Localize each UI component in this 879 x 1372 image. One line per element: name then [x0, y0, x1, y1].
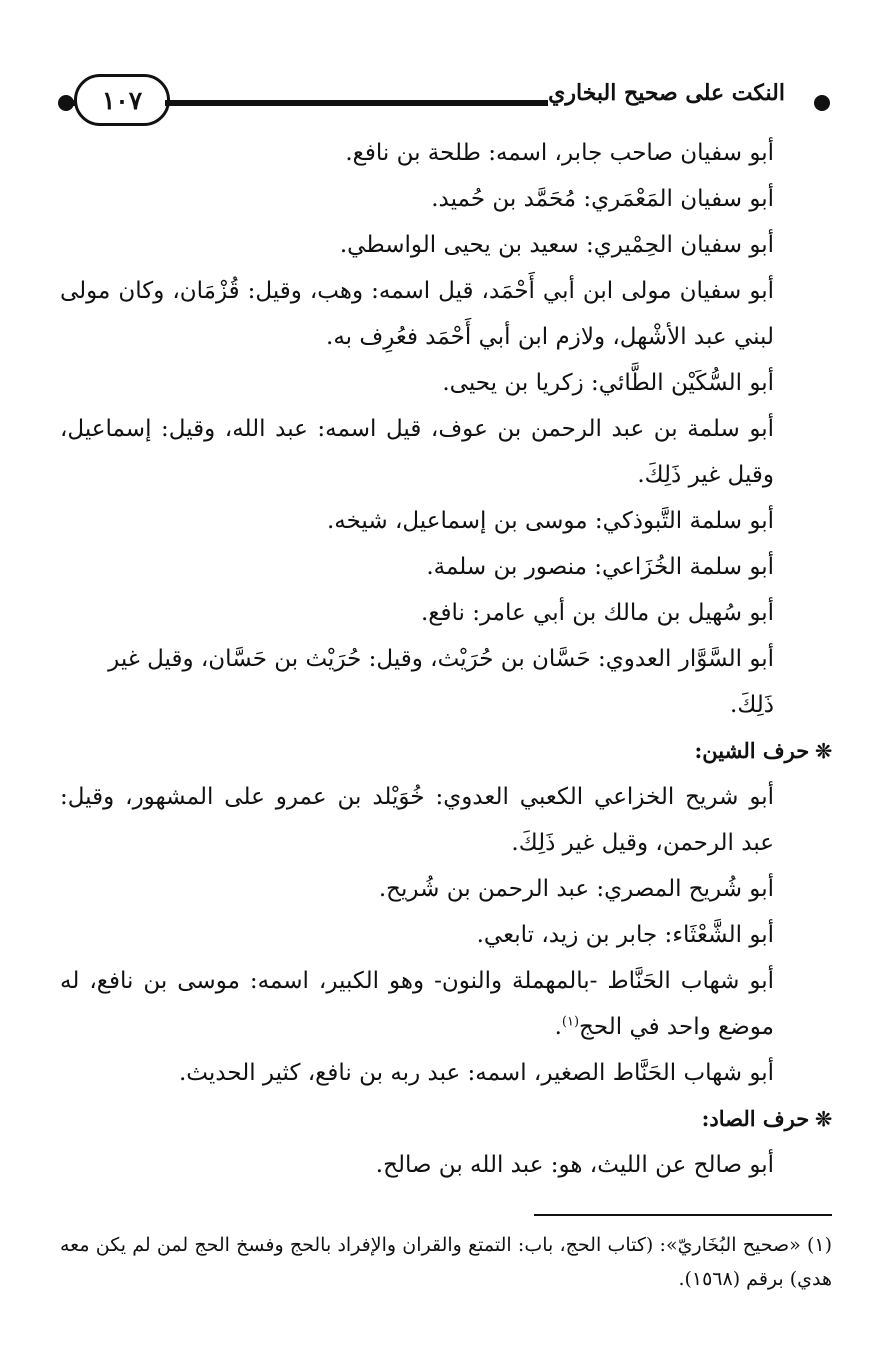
entry: أبو سلمة التَّبوذكي: موسى بن إسماعيل، شيخه.: [326, 508, 774, 534]
section-title: حرف الصاد:: [701, 1106, 810, 1131]
entry: أبو السُّكَيْن الطَّائي: زكريا بن يحيى.: [442, 370, 774, 396]
entry: أبو الشَّعْثَاء: جابر بن زيد، تابعي.: [476, 922, 774, 948]
page-number: ١٠٧: [74, 74, 170, 126]
section-heading-shin: [60, 728, 832, 774]
entry: أبو سلمة بن عبد الرحمن بن عوف، قيل اسمه: عبد الله، وقيل: إسماعيل، وقيل غير ذَلِكَ.: [60, 416, 774, 488]
page-header: [0, 0, 879, 140]
entry: أبو سفيان صاحب جابر، اسمه: طلحة بن نافع.: [345, 140, 774, 166]
section-title: حرف الشين:: [694, 738, 810, 763]
entry: أبو سُهيل بن مالك بن أبي عامر: نافع.: [420, 600, 774, 626]
header-dot-right: [814, 95, 830, 111]
footnote-rule: [534, 1214, 832, 1216]
entry: أبو شريح الخزاعي الكعبي العدوي: خُوَيْلد بن عمرو على المشهور، وقيل: عبد الرحمن، وقيل غير ذَلِكَ.: [60, 784, 774, 856]
entry: أبو السَّوَّار العدوي: حَسَّان بن حُرَيْث، وقيل: حُرَيْث بن حَسَّان، وقيل غير ذَلِكَ.: [108, 646, 774, 718]
entry-period: .: [554, 1014, 562, 1040]
entry-text: أبو شهاب الحَنَّاط -بالمهملة والنون- وهو الكبير، اسمه: موسى بن نافع، له موضع واحد في الحج: [60, 968, 774, 1040]
entry: أبو سفيان المَعْمَري: مُحَمَّد بن حُميد.: [431, 186, 774, 212]
entry: أبو صالح عن الليث، هو: عبد الله بن صالح.: [375, 1152, 774, 1178]
entry: أبو شُريح المصري: عبد الرحمن بن شُريح.: [378, 876, 774, 902]
running-title: النكت على صحيح البخاري: [548, 80, 785, 106]
header-rule: [165, 100, 548, 106]
footnote: (١) «صحيح البُخَاريّ»: (كتاب الحج، باب: التمتع والقران والإفراد بالحج وفسخ الحج لمن لم يكن معه هدي) برقم (١٥٦٨).: [60, 1234, 832, 1290]
entry: أبو سفيان الحِمْيري: سعيد بن يحيى الواسطي.: [339, 232, 774, 258]
section-heading-sad: [60, 1096, 832, 1142]
page-body: [60, 130, 832, 1188]
ornament-icon: ❊: [815, 739, 832, 763]
entry: [60, 958, 832, 1050]
footnote-reference[interactable]: (١): [561, 1014, 580, 1030]
entry: أبو سلمة الخُزَاعي: منصور بن سلمة.: [426, 554, 774, 580]
entry: أبو سفيان مولى ابن أبي أَحْمَد، قيل اسمه: وهب، وقيل: قُزْمَان، وكان مولى لبني عبد الأشْهل، ولازم ابن أبي أَحْمَد فعُرِف به.: [60, 278, 774, 350]
ornament-icon: ❊: [815, 1107, 832, 1131]
entry: أبو شهاب الحَنَّاط الصغير، اسمه: عبد ربه بن نافع، كثير الحديث.: [178, 1060, 774, 1086]
